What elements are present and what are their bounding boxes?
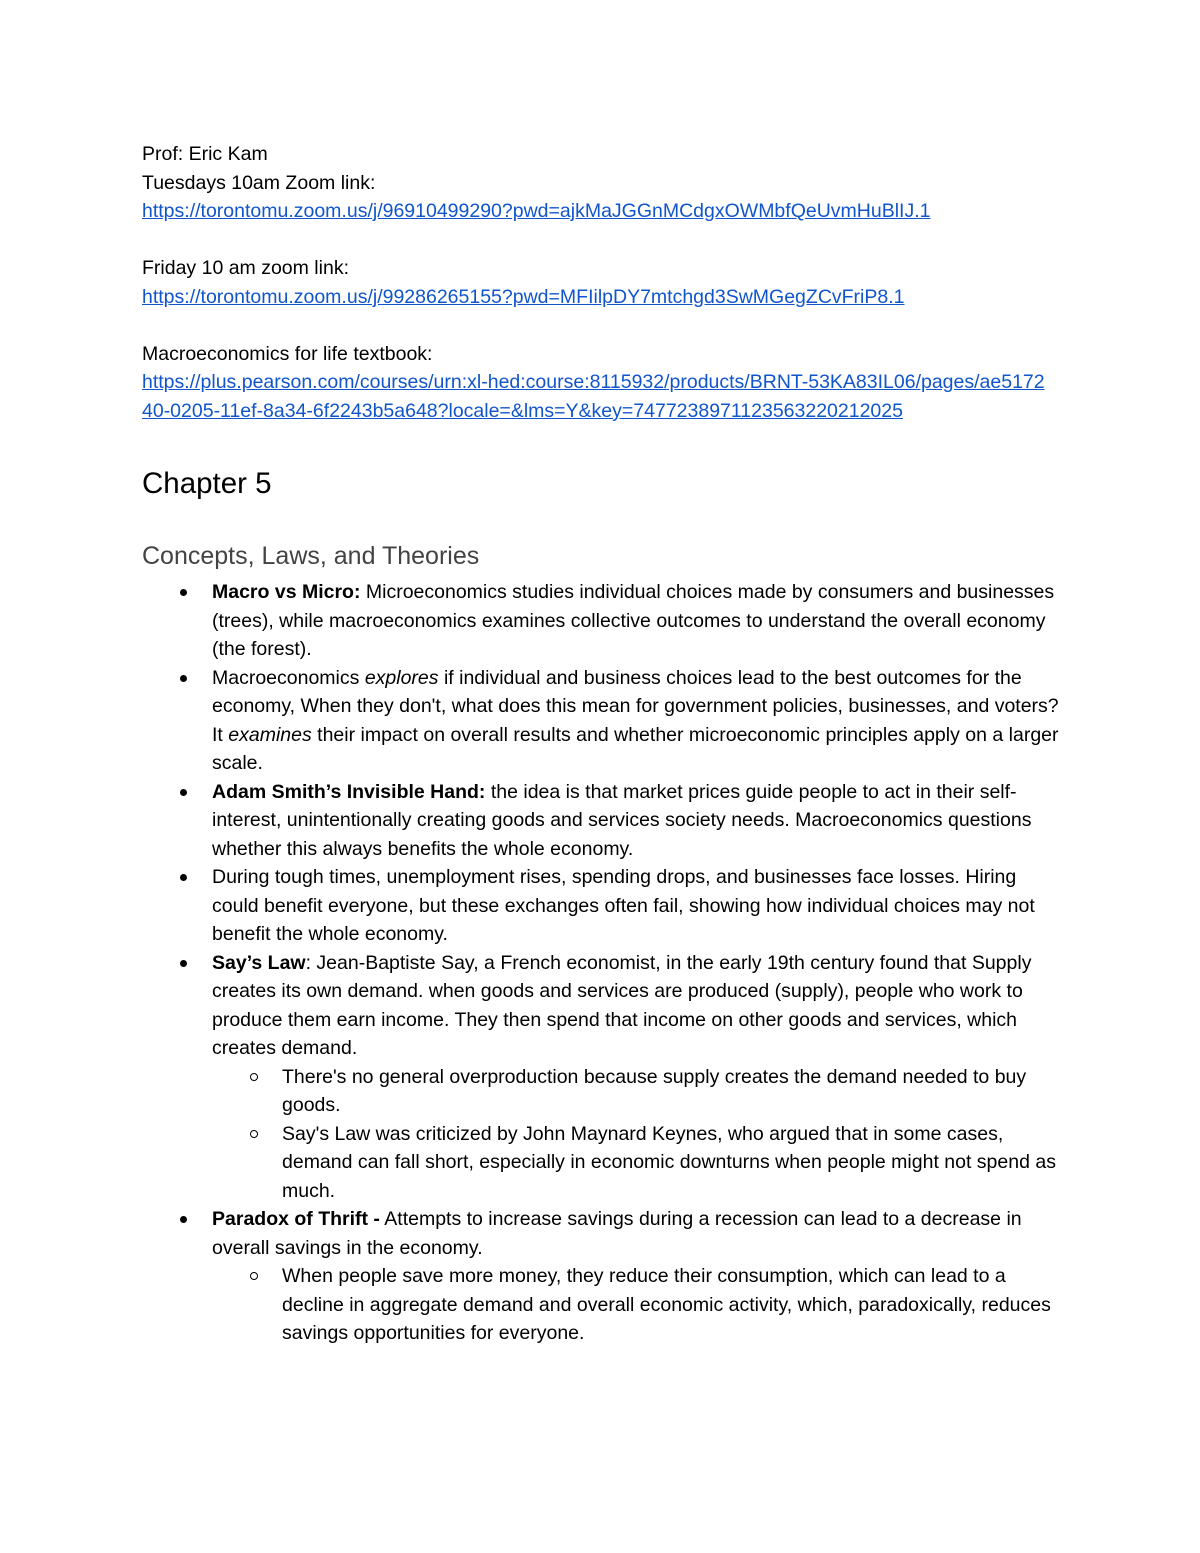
bullet-icon [180,675,187,682]
list-item-paradox-of-thrift [142,1205,1062,1348]
sub-item-text: When people save more money, they reduce their consumption, which can lead to a decline in aggregate demand and overall economic activity, which, paradoxically, reduces savings opportunities for everyone. [282,1265,1051,1344]
bullet-icon [180,874,187,881]
hollow-bullet-icon [250,1130,258,1138]
item-text: Macroeconomics [212,666,365,689]
bullet-icon [180,1216,187,1223]
term-label: Say’s Law [212,951,306,974]
sub-list-item [212,1063,1062,1120]
emphasis-text: explores [364,666,439,689]
hollow-bullet-icon [250,1073,258,1081]
item-text: During tough times, unemployment rises, spending drops, and businesses face losses. Hiring could benefit everyone, but these exchanges often fail, showing how individual choices may not benefit the whole economy. [212,866,1035,945]
bullet-icon [180,589,187,596]
item-text: Attempts to increase savings during a recession can lead to a decrease in overall savings in the economy. [212,1208,1022,1259]
sub-list-item [212,1120,1062,1206]
section-heading: Concepts, Laws, and Theories [142,542,480,570]
item-text: the idea is that market prices guide people to act in their self-interest, unintentionally creating goods and services society needs. Macroeconomics questions whether this always benefits the whole economy. [212,780,1032,860]
item-text: : Jean-Baptiste Say, a French economist, in the early 19th century found that Supply creates its own demand. when goods and services are produced (supply), people who work to produce them earn income. They then spend that income on other goods and services, which creates demand. [212,951,1032,1059]
term-label: Paradox of Thrift - [212,1208,380,1230]
chapter-heading: Chapter 5 [142,467,272,500]
tuesday-zoom-label: Tuesdays 10am Zoom link: [142,171,376,194]
friday-zoom-link[interactable]: https://torontomu.zoom.us/j/99286265155?pwd=MFIilpDY7mtchgd3SwMGegZCvFriP8.1 [142,285,905,308]
bullet-icon [180,789,187,796]
sub-list-item [212,1262,1062,1348]
spacer [142,311,1062,340]
friday-zoom-label: Friday 10 am zoom link: [142,257,349,279]
item-text: their impact on overall results and whether microeconomic principles apply on a larger scale. [212,723,1059,774]
list-item-says-law [142,949,1062,1206]
spacer [142,226,1062,255]
sub-item-text: There's no general overproduction because supply creates the demand needed to buy goods. [282,1065,1027,1116]
hollow-bullet-icon [250,1272,258,1280]
sub-list [212,1262,1062,1348]
list-item-macro-explores [142,664,1062,778]
emphasis-text: examines [228,723,312,746]
list-item-tough-times [142,863,1062,949]
tuesday-zoom-link[interactable]: https://torontomu.zoom.us/j/96910499290?pwd=ajkMaJGGnMCdgxOWMbfQeUvmHuBlIJ.1 [142,200,931,222]
list-item-invisible-hand [142,778,1062,864]
sub-item-text: Say's Law was criticized by John Maynard Keynes, who argued that in some cases, demand can fall short, especially in economic downturns when people might not spend as much. [282,1122,1056,1202]
item-text: Microeconomics studies individual choices made by consumers and businesses (trees), while macroeconomics examines collective outcomes to understand the overall economy (the forest). [212,581,1055,660]
concepts-list [142,578,1062,1348]
document-page [142,140,1062,1348]
term-label: Macro vs Micro: [212,581,361,603]
list-item-macro-vs-micro [142,578,1062,664]
term-label: Adam Smith’s Invisible Hand: [212,780,486,803]
bullet-icon [180,960,187,967]
item-text: if individual and business choices lead to the best outcomes for the economy, When they don't, what does this mean for government policies, businesses, and voters? It [212,666,1059,746]
professor-line: Prof: Eric Kam [142,143,268,165]
sub-list [212,1063,1062,1206]
textbook-label: Macroeconomics for life textbook: [142,342,433,365]
textbook-link[interactable]: https://plus.pearson.com/courses/urn:xl-hed:course:8115932/products/BRNT-53KA83IL06/pages/ae517240-0205-11ef-8a34-6f2243b5a648?locale=&lms=Y&key=7477238971123563220212025 [142,371,1045,422]
